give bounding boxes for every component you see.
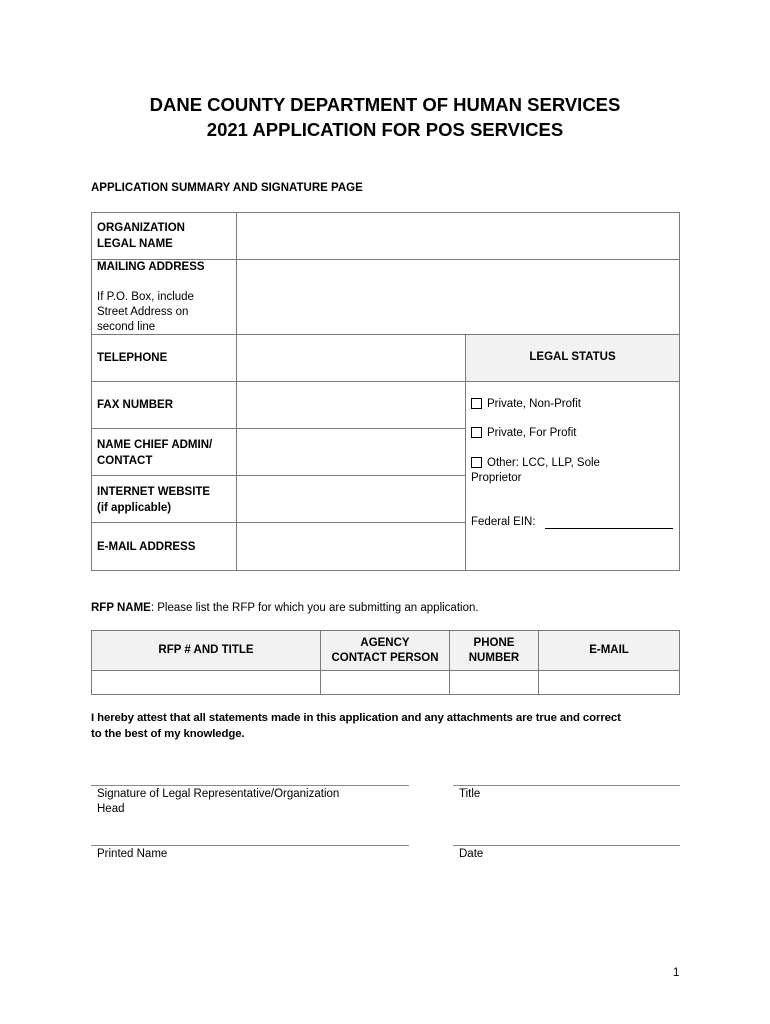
telephone-label: TELEPHONE xyxy=(97,352,168,364)
rfp-title-input[interactable] xyxy=(91,670,321,695)
option-private-nonprofit[interactable]: Private, Non-Profit xyxy=(471,397,581,412)
attestation-statement: I hereby attest that all statements made in this application and any attachments are true and correct to the best of my knowledge. xyxy=(91,712,621,740)
rfp-title-header: RFP # AND TITLE xyxy=(158,644,254,656)
email-header: E-MAIL xyxy=(589,644,629,656)
org-legal-name-label: ORGANIZATION LEGAL NAME xyxy=(97,222,185,250)
chief-admin-label: NAME CHIEF ADMIN/ CONTACT xyxy=(97,439,213,467)
agency-contact-input[interactable] xyxy=(320,670,450,695)
checkbox-icon[interactable] xyxy=(471,398,482,409)
legal-status-header: LEGAL STATUS xyxy=(529,351,616,363)
fax-field[interactable] xyxy=(236,381,466,429)
email-input[interactable] xyxy=(538,670,680,695)
mailing-address-field[interactable] xyxy=(236,259,680,335)
phone-header: PHONE NUMBER xyxy=(468,637,520,664)
checkbox-icon[interactable] xyxy=(471,457,482,468)
page-number: 1 xyxy=(673,967,680,979)
mailing-address-label: MAILING ADDRESS xyxy=(97,261,205,273)
rfp-name-instruction: RFP NAME: Please list the RFP for which you are submitting an application. xyxy=(91,602,479,614)
option-other[interactable]: Other: LCC, LLP, Sole Proprietor xyxy=(471,457,600,484)
page-title-line1: DANE COUNTY DEPARTMENT OF HUMAN SERVICES xyxy=(149,94,621,115)
date-label: Date xyxy=(459,848,484,860)
signature-line[interactable] xyxy=(91,785,409,786)
mailing-address-note: If P.O. Box, include Street Address on second line xyxy=(97,291,194,333)
federal-ein-label: Federal EIN: xyxy=(471,516,536,528)
website-field[interactable] xyxy=(236,475,466,523)
page-title-line2: 2021 APPLICATION FOR POS SERVICES xyxy=(206,119,564,140)
email-field[interactable] xyxy=(236,522,466,571)
email-address-label: E-MAIL ADDRESS xyxy=(97,541,196,553)
org-name-field[interactable] xyxy=(236,212,680,260)
chief-admin-field[interactable] xyxy=(236,428,466,476)
title-label: Title xyxy=(459,788,481,800)
checkbox-icon[interactable] xyxy=(471,427,482,438)
section-title: APPLICATION SUMMARY AND SIGNATURE PAGE xyxy=(91,182,363,194)
printed-name-label: Printed Name xyxy=(97,848,168,860)
title-line[interactable] xyxy=(453,785,680,786)
signature-label: Signature of Legal Representative/Organization Head xyxy=(97,788,340,815)
phone-input[interactable] xyxy=(449,670,539,695)
federal-ein-field[interactable] xyxy=(545,528,673,529)
date-line[interactable] xyxy=(453,845,680,846)
agency-contact-header: AGENCY CONTACT PERSON xyxy=(331,637,439,664)
option-private-forprofit[interactable]: Private, For Profit xyxy=(471,426,576,441)
telephone-field[interactable] xyxy=(236,334,466,382)
fax-number-label: FAX NUMBER xyxy=(97,399,174,411)
website-label: INTERNET WEBSITE (if applicable) xyxy=(97,486,211,514)
printed-name-line[interactable] xyxy=(91,845,409,846)
